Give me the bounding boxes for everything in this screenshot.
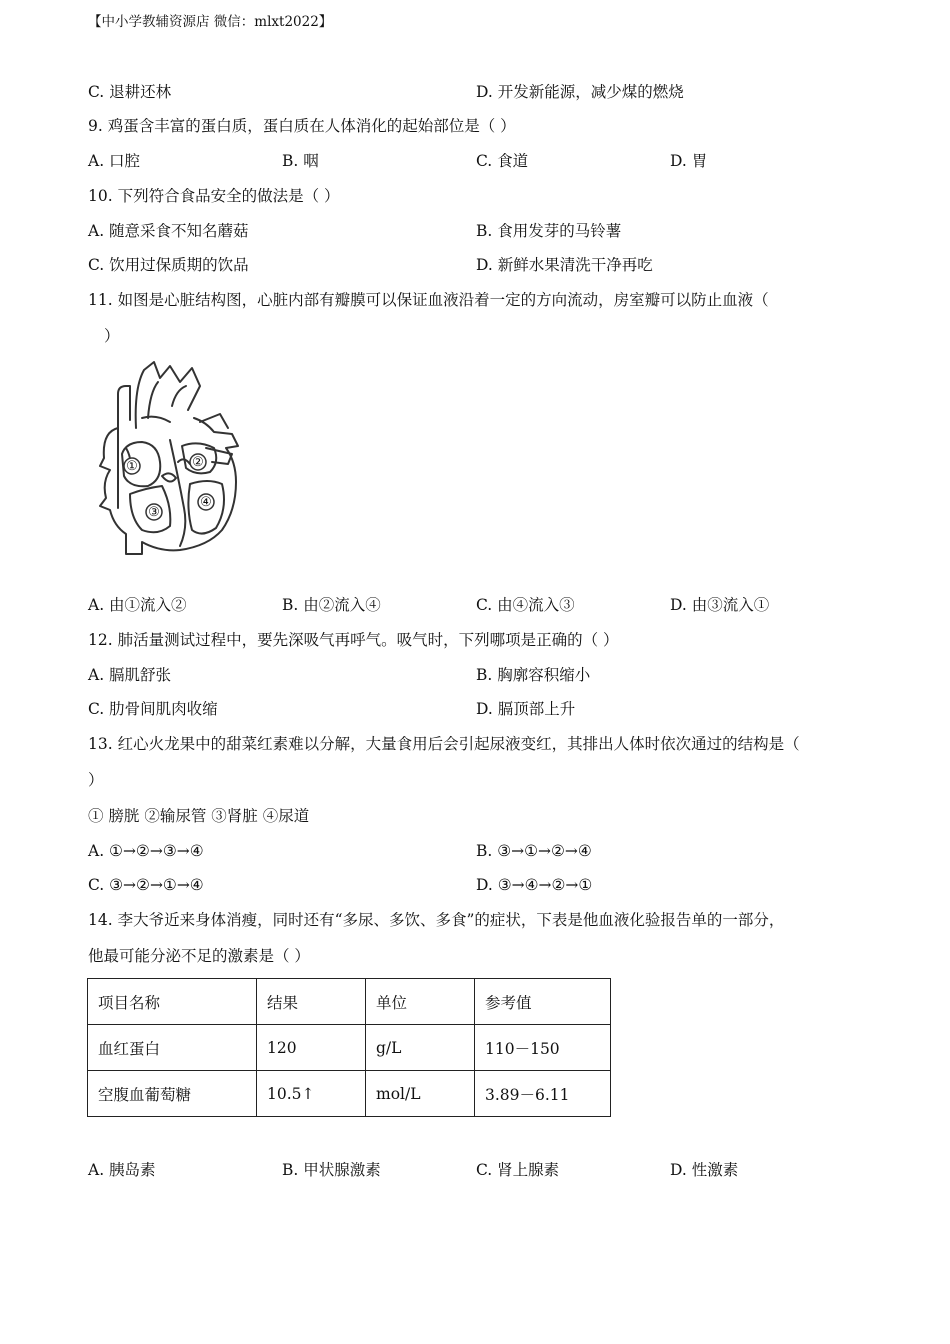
q9-option-c: C. 食道 (476, 152, 529, 170)
q13-option-a: A. ①→②→③→④ (88, 842, 204, 860)
table-header-cell: 单位 (366, 979, 475, 1025)
q13-option-d: D. ③→④→②→① (476, 876, 593, 894)
table-header-row (88, 979, 611, 1025)
q11-option-a: A. 由①流入② (88, 596, 187, 614)
q8-option-d: D. 开发新能源，减少煤的燃烧 (476, 83, 684, 101)
q11-stem-line2: ） (104, 327, 120, 345)
table-header-cell: 项目名称 (88, 979, 257, 1025)
heart-label-4: ④ (200, 495, 212, 510)
q10-option-a: A. 随意采食不知名蘑菇 (88, 222, 249, 240)
q9-option-d: D. 胃 (670, 152, 708, 170)
q10-option-d: D. 新鲜水果清洗干净再吃 (476, 256, 653, 274)
q14-stem-line2: 他最可能分泌不足的激素是（ ） (88, 947, 310, 965)
q11-stem-line1: 11. 如图是心脏结构图，心脏内部有瓣膜可以保证血液沿着一定的方向流动，房室瓣可以防止血液（ (88, 291, 769, 309)
table-cell: 空腹血葡萄糖 (88, 1071, 257, 1117)
q14-stem-line1: 14. 李大爷近来身体消瘦，同时还有“多尿、多饮、多食”的症状，下表是他血液化验报告单的一部分， (88, 911, 785, 929)
q9-option-a: A. 口腔 (88, 152, 141, 170)
q10-option-b: B. 食用发芽的马铃薯 (476, 222, 622, 240)
page-header: 【中小学教辅资源店 微信：mlxt2022】 (88, 14, 333, 30)
table-header-cell: 结果 (257, 979, 366, 1025)
table-cell: mol/L (366, 1071, 475, 1117)
q14-option-c: C. 肾上腺素 (476, 1161, 560, 1179)
q11-option-d: D. 由③流入① (670, 596, 770, 614)
q10-option-c: C. 饮用过保质期的饮品 (88, 256, 249, 274)
q13-items: ① 膀胱 ②输尿管 ③肾脏 ④尿道 (88, 807, 310, 825)
q13-stem-line2: ） (88, 771, 104, 789)
q9-stem: 9. 鸡蛋含丰富的蛋白质，蛋白质在人体消化的起始部位是（ ） (88, 117, 516, 135)
q12-stem: 12. 肺活量测试过程中，要先深吸气再呼气。吸气时，下列哪项是正确的（ ） (88, 631, 619, 649)
q13-stem-line1: 13. 红心火龙果中的甜菜红素难以分解，大量食用后会引起尿液变红，其排出人体时依次通过的结构是（ (88, 735, 800, 753)
table-row (88, 1071, 611, 1117)
q8-option-c: C. 退耕还林 (88, 83, 172, 101)
q14-option-b: B. 甲状腺激素 (282, 1161, 381, 1179)
heart-structure-diagram (96, 358, 244, 570)
q9-option-b: B. 咽 (282, 152, 319, 170)
q13-option-c: C. ③→②→①→④ (88, 876, 204, 894)
table-cell: 110－150 (475, 1025, 611, 1071)
q14-option-a: A. 胰岛素 (88, 1161, 156, 1179)
q13-option-b: B. ③→①→②→④ (476, 842, 592, 860)
q12-option-c: C. 肋骨间肌肉收缩 (88, 700, 218, 718)
heart-label-2: ② (192, 455, 204, 470)
table-cell: 血红蛋白 (88, 1025, 257, 1071)
table-cell: 10.5↑ (257, 1071, 366, 1117)
blood-test-report-table (87, 978, 611, 1117)
heart-label-1: ① (126, 459, 138, 474)
table-cell: 3.89－6.11 (475, 1071, 611, 1117)
q11-option-c: C. 由④流入③ (476, 596, 575, 614)
table-cell: 120 (257, 1025, 366, 1071)
q14-option-d: D. 性激素 (670, 1161, 739, 1179)
q10-stem: 10. 下列符合食品安全的做法是（ ） (88, 187, 340, 205)
q12-option-b: B. 胸廓容积缩小 (476, 666, 591, 684)
q11-option-b: B. 由②流入④ (282, 596, 381, 614)
table-cell: g/L (366, 1025, 475, 1071)
q12-option-d: D. 膈顶部上升 (476, 700, 576, 718)
table-header-cell: 参考值 (475, 979, 611, 1025)
q12-option-a: A. 膈肌舒张 (88, 666, 172, 684)
heart-label-3: ③ (148, 505, 160, 520)
table-row (88, 1025, 611, 1071)
